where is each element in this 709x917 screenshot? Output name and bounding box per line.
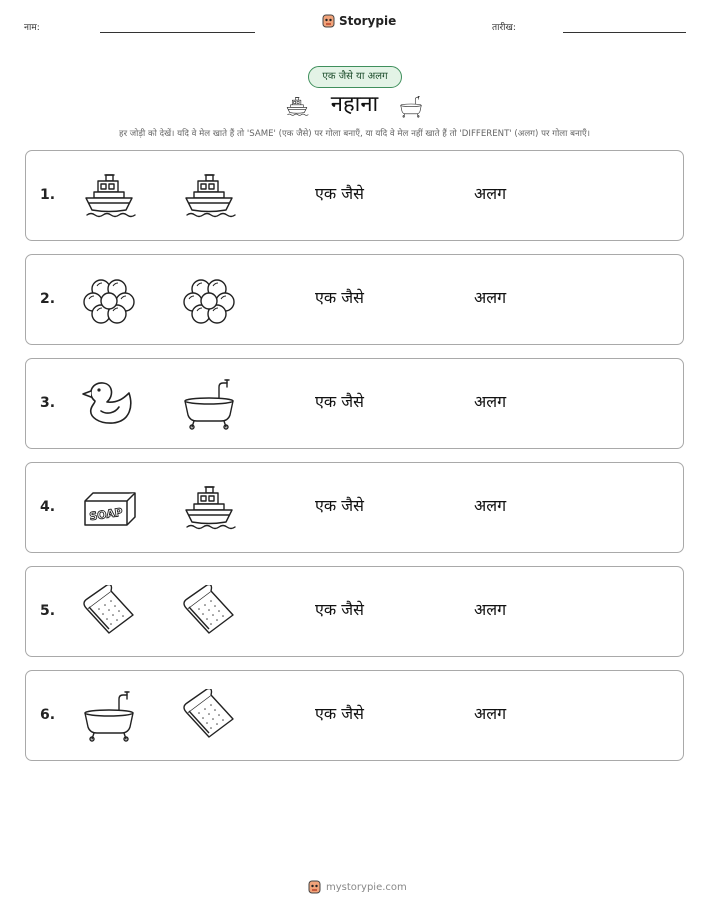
question-number: 6.: [40, 707, 56, 723]
bathtub-icon: [179, 377, 239, 433]
same-option[interactable]: एक जैसे: [315, 392, 364, 411]
same-option[interactable]: एक जैसे: [315, 496, 364, 515]
question-row: [25, 566, 684, 657]
brand-name: Storypie: [339, 14, 397, 28]
bathtub-icon: [79, 689, 139, 745]
page-title: नहाना: [330, 92, 379, 117]
boat-icon: [179, 481, 239, 537]
bath-mat-icon: [79, 585, 139, 641]
question-row: [25, 358, 684, 449]
footer-site-link[interactable]: mystorypie.com: [326, 881, 407, 893]
different-option[interactable]: अलग: [474, 392, 507, 411]
bath-mat-icon: [179, 689, 239, 745]
question-row: [25, 150, 684, 241]
date-label: तारीख:: [492, 23, 516, 33]
instructions: हर जोड़ी को देखें। यदि वे मेल खाते हैं तो 'SAME' (एक जैसे) पर गोला बनाएँ, या यदि वे मेल नहीं खाते हैं तो 'DIFFERENT' (अलग) पर गोला बनाएँ।: [119, 129, 590, 139]
bubbles-icon: [179, 273, 239, 329]
question-row: [25, 670, 684, 761]
question-number: 1.: [40, 187, 56, 203]
name-label: नाम:: [24, 23, 40, 33]
bubbles-icon: [79, 273, 139, 329]
soap-icon: [79, 481, 139, 537]
same-option[interactable]: एक जैसे: [315, 184, 364, 203]
different-option[interactable]: अलग: [474, 184, 507, 203]
different-option[interactable]: अलग: [474, 496, 507, 515]
question-number: 4.: [40, 499, 56, 515]
question-number: 5.: [40, 603, 56, 619]
different-option[interactable]: अलग: [474, 288, 507, 307]
date-field[interactable]: [563, 32, 686, 33]
question-number: 2.: [40, 291, 56, 307]
storypie-logo-icon: [308, 880, 321, 894]
same-option[interactable]: एक जैसे: [315, 704, 364, 723]
same-option[interactable]: एक जैसे: [315, 288, 364, 307]
question-row: [25, 462, 684, 553]
different-option[interactable]: अलग: [474, 600, 507, 619]
rubber-duck-icon: [79, 377, 139, 433]
question-number: 3.: [40, 395, 56, 411]
brand-logo: [322, 14, 396, 28]
different-option[interactable]: अलग: [474, 704, 507, 723]
worksheet-type-badge: एक जैसे या अलग: [308, 66, 402, 88]
same-option[interactable]: एक जैसे: [315, 600, 364, 619]
boat-icon: [79, 169, 139, 225]
bath-mat-icon: [179, 585, 239, 641]
boat-icon: [179, 169, 239, 225]
storypie-logo-icon: [322, 14, 335, 28]
footer: [308, 880, 407, 894]
name-field[interactable]: [100, 32, 255, 33]
question-row: [25, 254, 684, 345]
bathtub-icon: [398, 95, 424, 119]
